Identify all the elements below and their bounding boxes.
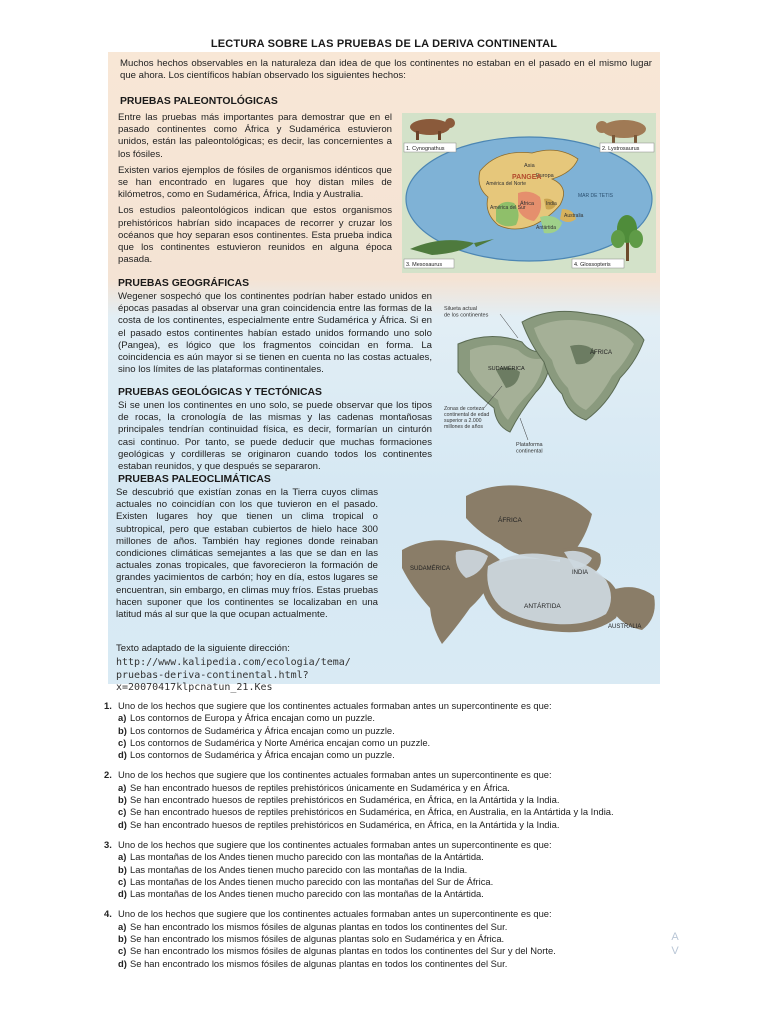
question-stem: Uno de los hechos que sugiere que los continentes actuales formaban antes un supercontinente es que: — [118, 769, 552, 781]
answer-option: d) Las montañas de los Andes tienen mucho parecido con las montañas de la Antártida. — [118, 888, 484, 900]
map-label-europe: Europa — [536, 173, 554, 179]
intro-text: Muchos hechos observables en la naturaleza dan idea de que los continentes no estaban en el pasado en el mismo lugar que ahora. Los científicos habían observado los siguientes hechos: — [120, 58, 652, 82]
fossil-distribution-figure — [402, 113, 656, 273]
label-south-america: SUDAMÉRICA — [488, 366, 525, 372]
section-text-geologic: Si se unen los continentes en uno solo, se puede observar que los tipos de rocas, la cronología de las mismas y las cadenas montañosas principales tendrían continuidad física, es decir, formarían un cinturón casi continuo. Por tanto, se puede deducir que muchas formaciones geológicas y cordilleras se originaron cuando todos los continentes estaban reunidos, y que después se separaron. — [118, 400, 432, 473]
svg-text:Silueta actual de los co: Silueta actual de los continentes — [444, 306, 489, 319]
question-stem: Uno de los hechos que sugiere que los continentes actuales formaban antes un supercontinente es que: — [118, 908, 552, 920]
section-heading-paleoclimatic: PRUEBAS PALEOCLIMÁTICAS — [118, 474, 271, 485]
answer-option: b) Los contornos de Sudamérica y África encajan como un puzzle. — [118, 724, 395, 736]
map-label-india: India — [546, 201, 557, 207]
section-text-paleoclimatic: Se descubrió que existían zonas en la Tierra cuyos climas actuales no coincidían con los que tuvieron en el pasado. Existen lugares hoy que tienen un clima tropical o subtropical, pero que estaban cubiertos de hielo hace 300 millones de años. También hay regiones donde reinaban condiciones climáticas semejantes a las que se dan en las actuales zonas tropicales, que favorecieron la formación de grandes yacimientos de carbón; hoy en día, estos lugares se encuentran, sin embargo, en climas muy fríos. Estas pruebas hacen suponer que los continentes se localizaban en una latitud más al sur que la que ocupan actualmente. — [116, 487, 378, 621]
page-title: LECTURA SOBRE LAS PRUEBAS DE LA DERIVA CONTINENTAL — [210, 38, 558, 50]
question-stem: Uno de los hechos que sugiere que los continentes actuales formaban antes un supercontinente es que: — [118, 838, 552, 850]
section-heading-geographic: PRUEBAS GEOGRÁFICAS — [118, 278, 250, 289]
map-label-africa: África — [520, 201, 535, 207]
label-africa: ÁFRICA — [498, 517, 522, 524]
question-number: 3. — [104, 838, 112, 850]
answer-option: b) Se han encontrado huesos de reptiles prehistóricos en Sudamérica, en África, en la Antártida y la India. — [118, 794, 560, 806]
svg-text:3. Mesosaurus: 3. Mesosaurus — [406, 262, 443, 268]
map-label-south-america: América del Sur — [490, 205, 526, 211]
side-marks — [667, 930, 683, 958]
map-label-tethys: MAR DE TETIS — [578, 193, 613, 199]
svg-text:2. Lystrosaurus: 2. Lystrosaurus — [602, 146, 640, 152]
answer-option: d) Los contornos de Sudamérica y África encajan como un puzzle. — [118, 749, 395, 761]
answer-option: c) Las montañas de los Andes tienen mucho parecido con las montañas del Sur de África. — [118, 875, 494, 887]
coastline-fit-figure — [440, 300, 656, 464]
glaciation-figure — [396, 478, 660, 652]
label-australia: AUSTRALIA — [608, 624, 642, 630]
map-label-north-america: América del Norte — [486, 181, 527, 187]
svg-text:Zonas de corteza contine: Zonas de corteza continental de edad superior a 2.000 millones de años — [444, 406, 490, 430]
answer-option: a) Las montañas de los Andes tienen mucho parecido con las montañas de la Antártida. — [118, 851, 484, 863]
label-current-silhouette — [444, 306, 518, 338]
section-text-geographic: Wegener sospechó que los continentes podrían haber estado unidos en épocas pasadas al observar una gran coincidencia entre las formas de la costa de los continentes, especialmente entre Sudamérica y África. Si en el pasado estos continentes habían estado unidos formando uno solo (Pangea), es lógico que los fragmentos coincidan en forma. La coincidencia es aún mayor si se tienen en cuenta no las costas actuales, sino los límites de las plataformas continentales. — [118, 291, 432, 376]
side-mark: A — [671, 931, 679, 943]
label-glossopteris — [572, 259, 624, 268]
question-number: 4. — [104, 908, 112, 920]
answer-option: a) Se han encontrado huesos de reptiles prehistóricos únicamente en Sudamérica y en África. — [118, 781, 510, 793]
label-antarctica: ANTÁRTIDA — [524, 603, 561, 610]
answer-option: d) Se han encontrado huesos de reptiles prehistóricos en Sudamérica, en África, en la Antártida y la India. — [118, 818, 560, 830]
label-south-america: SUDAMÉRICA — [410, 566, 451, 572]
answer-option: d) Se han encontrado los mismos fósiles de algunas plantas en todos los continentes del Sur. — [118, 957, 508, 969]
label-africa: ÁFRICA — [590, 350, 613, 356]
answer-option: a) Se han encontrado los mismos fósiles de algunas plantas en todos los continentes del Sur. — [118, 920, 508, 932]
label-lystrosaurus — [600, 143, 654, 152]
section-text-paleontological: Entre las pruebas más importantes para demostrar que en el pasado continentes como África y Sudamérica estuvieron unidos, están las paleontológicas; es decir, las concernientes a los fósiles. Existen varios ejemplos de fósiles de organismos idénticos que se han encontrado en lugares que hoy distan miles de kilómetros, como en Sudamérica, África, India y Australia. Los estudios paleontológicos indican que estos organismos prehistóricos habrían sido incapaces de recorrer y cruzar los océanos que hoy separan esos continentes. Esta prueba indica que los continentes estuvieron reunidos en alguna época pasada. — [118, 112, 392, 266]
source-url-line-2: pruebas-deriva-continental.html?x=20070417klpcnatun_21.Kes — [116, 669, 309, 694]
question-number: 2. — [104, 769, 112, 781]
answer-option: c) Los contornos de Sudamérica y Norte América encajan como un puzzle. — [118, 736, 431, 748]
answer-option: a) Los contornos de Europa y África encajan como un puzzle. — [118, 712, 375, 724]
section-heading-geologic: PRUEBAS GEOLÓGICAS Y TECTÓNICAS — [118, 387, 322, 398]
question-4 — [104, 908, 704, 969]
section-heading-paleontological: PRUEBAS PALEONTOLÓGICAS — [120, 96, 278, 107]
answer-option: b) Las montañas de los Andes tienen mucho parecido con las montañas de la India. — [118, 863, 468, 875]
svg-text:Plataforma continental: Plataforma continental — [516, 442, 543, 455]
source-label: Texto adaptado de la siguiente dirección: — [116, 643, 290, 654]
question-3 — [104, 839, 704, 900]
answer-option: c) Se han encontrado huesos de reptiles prehistóricos en Sudamérica, en África, en Australia, en la Antártida y la India. — [118, 806, 614, 818]
question-1 — [104, 700, 704, 761]
label-cynognathus — [404, 143, 456, 152]
question-stem: Uno de los hechos que sugiere que los continentes actuales formaban antes un supercontinente es que: — [118, 700, 552, 711]
map-label-antarctica: Antártida — [536, 225, 557, 231]
answer-option: c) Se han encontrado los mismos fósiles de algunas plantas en todos los continentes del Sur y del Norte. — [118, 945, 556, 957]
map-label-pangea: PANGEA — [512, 174, 542, 181]
svg-text:1. Cynognathus: 1. Cynognathus — [406, 146, 445, 152]
source-url-line-1: http://www.kalipedia.com/ecologia/tema/ — [116, 657, 351, 669]
map-label-asia: Asia — [524, 163, 535, 169]
label-continental-shelf — [516, 418, 544, 455]
label-mesosaurus — [404, 259, 454, 268]
svg-text:4. Glossopteris: 4. Glossopteris — [574, 262, 611, 268]
side-mark: V — [671, 945, 679, 957]
question-2 — [104, 769, 704, 830]
map-label-australia: Australia — [564, 213, 584, 219]
label-india: INDIA — [572, 570, 589, 576]
question-number: 1. — [104, 700, 112, 711]
questions-list — [104, 700, 704, 978]
answer-option: b) Se han encontrado los mismos fósiles de algunas plantas solo en Sudamérica y en África. — [118, 933, 505, 945]
